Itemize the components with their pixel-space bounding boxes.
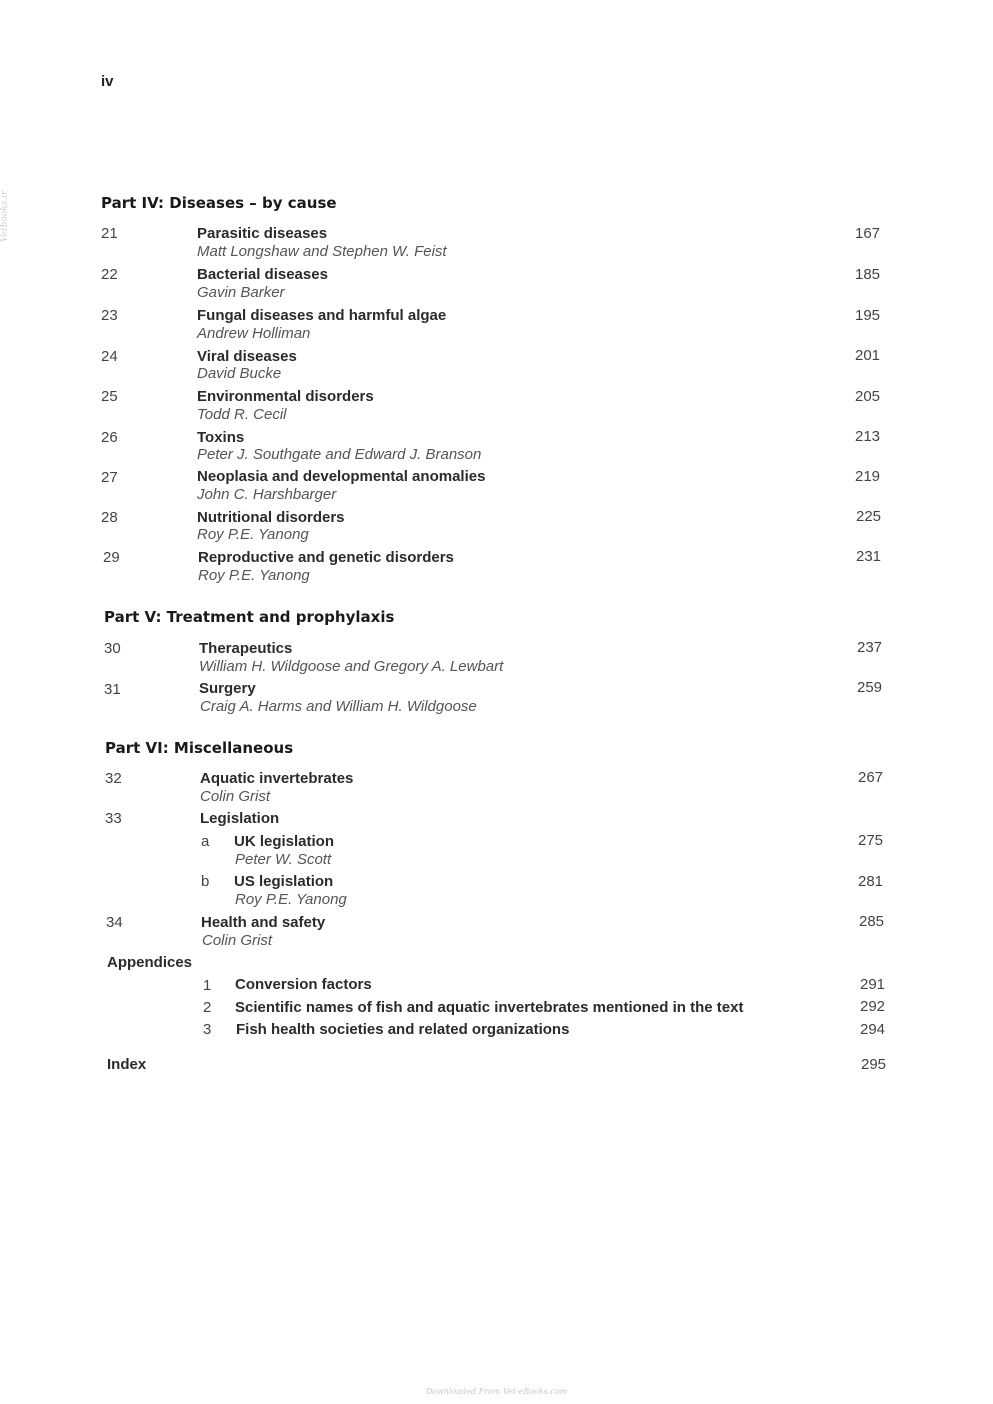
appendix-page: 291: [860, 976, 886, 993]
chapter-title[interactable]: Fungal diseases and harmful algae: [197, 307, 447, 324]
chapter-author: John C. Harshbarger: [197, 486, 337, 503]
side-watermark-text: Vetbooks.ir: [0, 190, 10, 242]
part-heading-5: Part V: Treatment and prophylaxis: [104, 608, 395, 626]
subsection-letter: b: [201, 873, 210, 890]
index-label[interactable]: Index: [107, 1056, 147, 1073]
chapter-number: 29: [103, 549, 120, 566]
chapter-number: 25: [101, 388, 118, 405]
appendix-title[interactable]: Scientific names of fish and aquatic invertebrates mentioned in the text: [235, 999, 744, 1016]
chapter-page: 225: [856, 508, 882, 525]
part-heading-4: Part IV: Diseases – by cause: [101, 194, 337, 212]
subsection-title[interactable]: US legislation: [234, 873, 334, 890]
chapter-number: 32: [105, 770, 122, 787]
chapter-author: William H. Wildgoose and Gregory A. Lewbart: [199, 658, 504, 675]
chapter-title[interactable]: Environmental disorders: [197, 388, 374, 405]
chapter-number: 22: [101, 266, 118, 283]
chapter-title[interactable]: Reproductive and genetic disorders: [198, 549, 454, 566]
chapter-author: Roy P.E. Yanong: [197, 526, 309, 543]
subsection-page: 275: [858, 832, 884, 849]
chapter-number: 33: [105, 810, 122, 827]
side-watermark: [0, 190, 14, 256]
chapter-number: 28: [101, 509, 118, 526]
chapter-number: 26: [101, 429, 118, 446]
chapter-title[interactable]: Therapeutics: [199, 640, 293, 657]
chapter-page: 167: [855, 225, 881, 242]
chapter-title[interactable]: Bacterial diseases: [197, 266, 328, 283]
appendix-page: 292: [860, 998, 886, 1015]
chapter-author: Craig A. Harms and William H. Wildgoose: [200, 698, 477, 715]
part-heading-6: Part VI: Miscellaneous: [105, 739, 294, 757]
chapter-title[interactable]: Health and safety: [201, 914, 326, 931]
chapter-page: 237: [857, 639, 883, 656]
chapter-author: Roy P.E. Yanong: [198, 567, 310, 584]
chapter-author: Colin Grist: [200, 788, 271, 805]
appendix-title[interactable]: Conversion factors: [235, 976, 372, 993]
chapter-author: Andrew Holliman: [197, 325, 311, 342]
subsection-page: 281: [858, 873, 884, 890]
appendix-page: 294: [860, 1021, 886, 1038]
chapter-page: 185: [855, 266, 881, 283]
chapter-page: 201: [855, 347, 881, 364]
chapter-page: 285: [859, 913, 885, 930]
chapter-title[interactable]: Legislation: [200, 810, 280, 827]
chapter-title[interactable]: Nutritional disorders: [197, 509, 345, 526]
appendix-number: 1: [203, 977, 212, 994]
index-page: 295: [861, 1056, 887, 1073]
chapter-number: 31: [104, 681, 121, 698]
chapter-number: 24: [101, 348, 118, 365]
appendices-heading: Appendices: [107, 954, 193, 971]
chapter-number: 23: [101, 307, 118, 324]
subsection-author: Peter W. Scott: [235, 851, 332, 868]
chapter-title[interactable]: Surgery: [199, 680, 256, 697]
chapter-page: 195: [855, 307, 881, 324]
chapter-title[interactable]: Viral diseases: [197, 348, 297, 365]
chapter-author: Gavin Barker: [197, 284, 285, 301]
appendix-title[interactable]: Fish health societies and related organizations: [236, 1021, 570, 1038]
chapter-author: David Bucke: [197, 365, 282, 382]
chapter-number: 30: [104, 640, 121, 657]
chapter-title[interactable]: Neoplasia and developmental anomalies: [197, 468, 486, 485]
chapter-number: 34: [106, 914, 123, 931]
chapter-author: Matt Longshaw and Stephen W. Feist: [197, 243, 447, 260]
chapter-page: 231: [856, 548, 882, 565]
appendix-number: 3: [203, 1021, 212, 1038]
subsection-author: Roy P.E. Yanong: [235, 891, 347, 908]
chapter-number: 27: [101, 469, 118, 486]
appendix-number: 2: [203, 999, 212, 1016]
chapter-author: Todd R. Cecil: [197, 406, 287, 423]
subsection-title[interactable]: UK legislation: [234, 833, 335, 850]
chapter-page: 205: [855, 388, 881, 405]
chapter-title[interactable]: Parasitic diseases: [197, 225, 328, 242]
chapter-author: Colin Grist: [202, 932, 273, 949]
chapter-page: 219: [855, 468, 881, 485]
chapter-number: 21: [101, 225, 118, 242]
chapter-title[interactable]: Aquatic invertebrates: [200, 770, 354, 787]
page-number: iv: [101, 73, 114, 90]
chapter-page: 213: [855, 428, 881, 445]
footer-watermark: Downloaded From Vet-eBooks.com: [425, 1387, 568, 1396]
chapter-title[interactable]: Toxins: [197, 429, 245, 446]
chapter-author: Peter J. Southgate and Edward J. Branson: [197, 446, 482, 463]
subsection-letter: a: [201, 833, 210, 850]
chapter-page: 267: [858, 769, 884, 786]
chapter-page: 259: [857, 679, 883, 696]
